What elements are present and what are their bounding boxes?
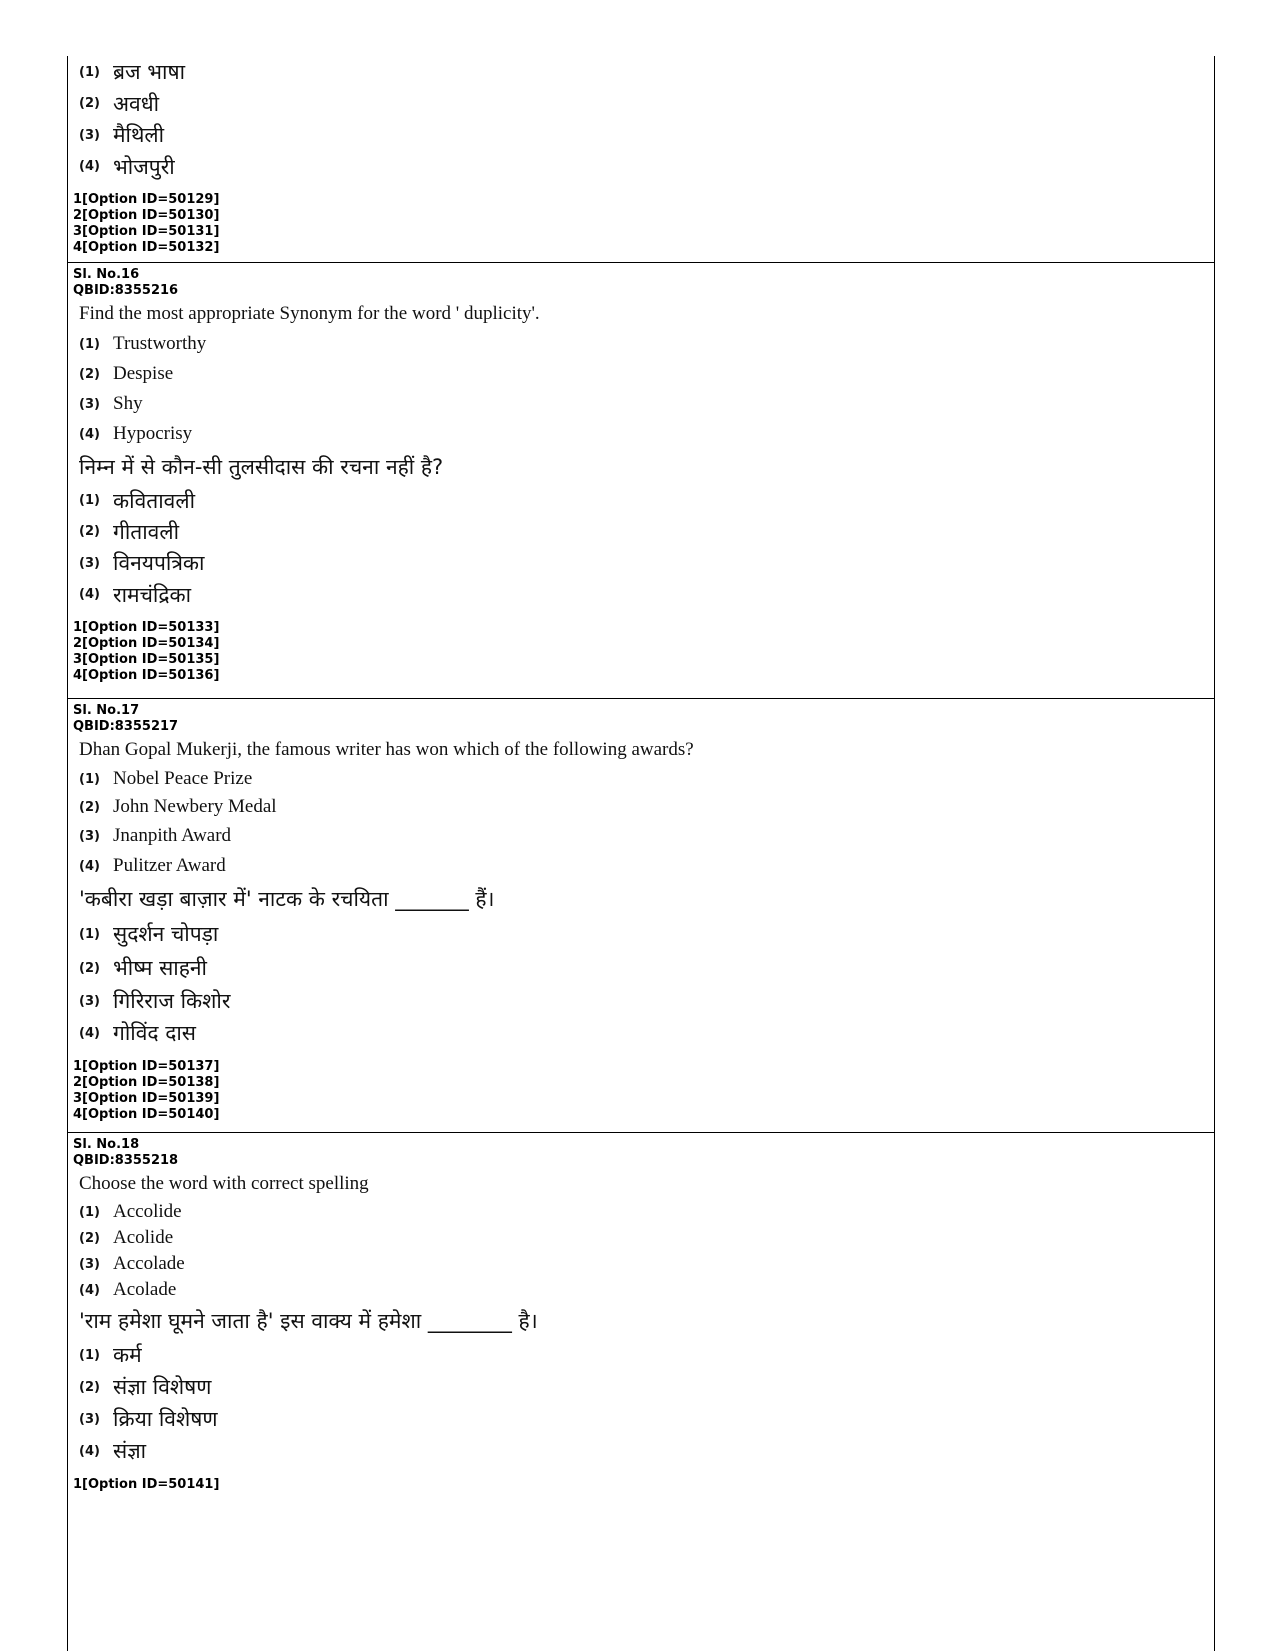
option-number: (3): [79, 127, 100, 143]
option-text: Jnanpith Award: [113, 825, 232, 846]
option-number: (1): [79, 1347, 100, 1363]
option-text: गीतावली: [113, 519, 180, 544]
option-number: (1): [79, 493, 100, 508]
question-bank-id: QBID:8355217: [73, 719, 179, 734]
option-text: रामचंद्रिका: [113, 582, 192, 607]
option-number: (3): [79, 1256, 100, 1272]
option-text: Acolade: [113, 1279, 177, 1300]
option-id: 1[Option ID=50137]: [73, 1059, 220, 1074]
hindi-option-4: [73, 1017, 1214, 1049]
english-option-2: [73, 359, 1214, 389]
option-id-list: [73, 1049, 1214, 1123]
hindi-option-3: [73, 1403, 1214, 1435]
option-id-list: [73, 610, 1214, 684]
hindi-option-3: [73, 985, 1214, 1017]
english-option-4: [73, 851, 1214, 881]
option-number: (2): [79, 366, 100, 382]
option-text: गिरिराज किशोर: [113, 989, 231, 1013]
question-bank-id: QBID:8355216: [73, 283, 179, 298]
english-option-3: [73, 1251, 1214, 1277]
option-text: क्रिया विशेषण: [113, 1407, 218, 1431]
option-id: 3[Option ID=50131]: [73, 224, 220, 239]
option-number: (1): [79, 926, 100, 942]
option-2: [73, 88, 1214, 119]
option-text: कर्म: [113, 1343, 142, 1367]
option-id: 2[Option ID=50138]: [73, 1075, 220, 1090]
option-text: Acolide: [113, 1227, 174, 1248]
serial-number: Sl. No.17: [73, 703, 140, 718]
hindi-option-4: [73, 579, 1214, 610]
english-option-2: [73, 1225, 1214, 1251]
option-number: (3): [79, 396, 100, 412]
option-id: 2[Option ID=50130]: [73, 208, 220, 223]
option-id: 3[Option ID=50135]: [73, 652, 220, 667]
hindi-option-1: [73, 485, 1214, 516]
option-text: सुदर्शन चोपड़ा: [113, 922, 219, 946]
option-text: Trustworthy: [113, 333, 207, 354]
hindi-option-3: [73, 547, 1214, 579]
option-id: 4[Option ID=50132]: [73, 240, 220, 255]
option-text: Accolade: [113, 1253, 185, 1274]
option-number: (1): [79, 64, 100, 80]
english-question-text: Choose the word with correct spelling: [79, 1173, 369, 1194]
english-option-4: [73, 1277, 1214, 1303]
option-3: [73, 119, 1214, 151]
option-number: (4): [79, 1025, 100, 1041]
option-text: Accolide: [113, 1201, 182, 1222]
option-number: (4): [79, 587, 100, 602]
option-id: 4[Option ID=50136]: [73, 668, 220, 683]
option-text: Despise: [113, 363, 174, 384]
option-text: मैथिली: [113, 123, 165, 147]
option-text: भीष्म साहनी: [113, 956, 207, 980]
english-question-text: Dhan Gopal Mukerji, the famous writer has won which of the following awards?: [79, 739, 694, 760]
question-block-16: [68, 263, 1214, 699]
option-text: ब्रज भाषा: [113, 60, 186, 84]
option-number: (2): [79, 96, 100, 111]
option-number: (2): [79, 524, 100, 539]
option-number: (1): [79, 771, 100, 787]
option-number: (3): [79, 1411, 100, 1427]
option-number: (4): [79, 159, 100, 174]
option-id: 3[Option ID=50139]: [73, 1091, 220, 1106]
option-number: (3): [79, 993, 100, 1009]
option-text: John Newbery Medal: [113, 796, 277, 817]
option-1: [73, 56, 1214, 88]
option-text: अवधी: [113, 91, 160, 116]
hindi-option-2: [73, 516, 1214, 547]
option-id-list: [73, 1467, 1214, 1493]
question-block-15-continued: [68, 56, 1214, 263]
option-number: (2): [79, 799, 100, 815]
option-4: [73, 151, 1214, 182]
hindi-question-text: निम्न में से कौन-सी तुलसीदास की रचना नहीं है?: [79, 455, 444, 479]
option-number: (2): [79, 1379, 100, 1395]
option-number: (3): [79, 828, 100, 844]
english-option-3: [73, 821, 1214, 851]
option-number: (4): [79, 858, 100, 874]
option-id: 1[Option ID=50129]: [73, 192, 220, 207]
serial-number: Sl. No.16: [73, 267, 140, 282]
english-option-1: [73, 1199, 1214, 1225]
question-block-18: [68, 1133, 1214, 1613]
option-text: Nobel Peace Prize: [113, 768, 253, 789]
question-block-17: [68, 699, 1214, 1133]
hindi-option-2: [73, 951, 1214, 985]
serial-number: Sl. No.18: [73, 1137, 140, 1152]
option-text: गोविंद दास: [113, 1021, 196, 1045]
english-option-1: [73, 329, 1214, 359]
hindi-option-1: [73, 917, 1214, 951]
hindi-question-text: 'राम हमेशा घूमने जाता है' इस वाक्य में हमेशा ________ है।: [79, 1309, 538, 1333]
option-text: कवितावली: [113, 488, 196, 513]
option-text: संज्ञा: [113, 1439, 147, 1463]
option-number: (2): [79, 960, 100, 976]
option-text: विनयपत्रिका: [113, 551, 205, 575]
option-text: Shy: [113, 393, 143, 414]
option-number: (3): [79, 555, 100, 571]
option-number: (1): [79, 1204, 100, 1220]
option-number: (1): [79, 336, 100, 352]
option-text: संज्ञा विशेषण: [113, 1375, 212, 1399]
hindi-option-1: [73, 1339, 1214, 1371]
hindi-option-2: [73, 1371, 1214, 1403]
question-paper-sheet: [67, 56, 1215, 1651]
hindi-question-text: 'कबीरा खड़ा बाज़ार में' नाटक के रचयिता _______ हैं।: [79, 887, 495, 911]
english-option-4: [73, 419, 1214, 449]
option-text: Pulitzer Award: [113, 855, 226, 876]
option-id: 1[Option ID=50141]: [73, 1477, 220, 1492]
english-option-2: [73, 793, 1214, 821]
english-option-1: [73, 765, 1214, 793]
option-id: 4[Option ID=50140]: [73, 1107, 220, 1122]
english-question-text: Find the most appropriate Synonym for the word ' duplicity'.: [79, 303, 540, 324]
option-number: (4): [79, 1282, 100, 1298]
option-number: (4): [79, 1443, 100, 1459]
option-id: 2[Option ID=50134]: [73, 636, 220, 651]
option-text: Hypocrisy: [113, 423, 193, 444]
english-option-3: [73, 389, 1214, 419]
option-number: (2): [79, 1230, 100, 1246]
option-number: (4): [79, 426, 100, 442]
option-text: भोजपुरी: [113, 154, 175, 179]
hindi-option-4: [73, 1435, 1214, 1467]
option-id-list: [73, 182, 1214, 256]
question-bank-id: QBID:8355218: [73, 1153, 179, 1168]
option-id: 1[Option ID=50133]: [73, 620, 220, 635]
